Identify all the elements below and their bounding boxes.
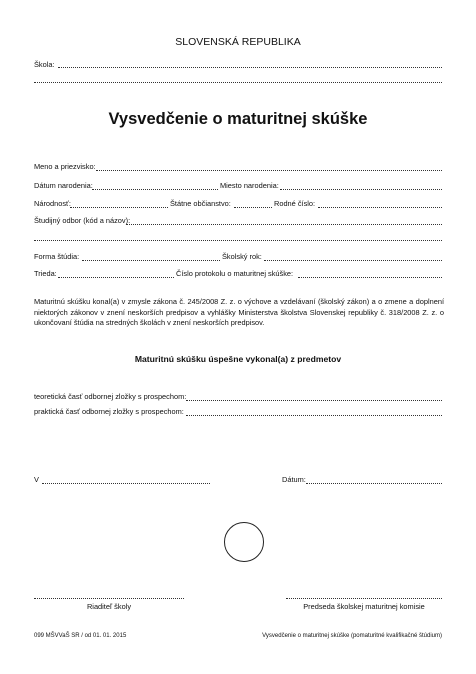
date-label: Dátum: <box>282 475 306 484</box>
class-field[interactable] <box>58 277 174 278</box>
theory-label: teoretická časť odbornej zložky s prospechom: <box>34 392 187 401</box>
practical-field[interactable] <box>186 415 442 416</box>
school-year-label: Školský rok: <box>222 252 262 261</box>
protocol-number-field[interactable] <box>298 277 442 278</box>
official-stamp <box>224 522 264 562</box>
document-title: Vysvedčenie o maturitnej skúške <box>108 110 368 128</box>
principal-signature-label: Riaditeľ školy <box>86 602 132 611</box>
class-label: Trieda: <box>34 269 57 278</box>
school-year-field[interactable] <box>264 260 442 261</box>
place-label: V <box>34 475 39 484</box>
subjects-heading: Maturitnú skúšku úspešne vykonal(a) z predmetov <box>134 354 342 364</box>
chairman-signature-line[interactable] <box>286 598 442 599</box>
form-description: Vysvedčenie o maturitnej skúške (pomaturitné kvalifikačné štúdium) <box>262 633 442 639</box>
study-form-field[interactable] <box>82 260 220 261</box>
school-field[interactable] <box>58 67 442 68</box>
school-label: Škola: <box>34 60 55 69</box>
date-field[interactable] <box>306 483 442 484</box>
birth-number-field[interactable] <box>318 207 442 208</box>
principal-signature-line[interactable] <box>34 598 184 599</box>
nationality-label: Národnosť: <box>34 199 71 208</box>
citizenship-field[interactable] <box>234 207 272 208</box>
name-field[interactable] <box>96 170 442 171</box>
country-header: SLOVENSKÁ REPUBLIKA <box>175 36 301 48</box>
birth-date-field[interactable] <box>92 189 218 190</box>
theory-field[interactable] <box>186 400 442 401</box>
school-field-line-2[interactable] <box>34 82 442 83</box>
birth-number-label: Rodné číslo: <box>274 199 316 208</box>
practical-label: praktická časť odbornej zložky s prospechom: <box>34 407 184 416</box>
study-field-line-2[interactable] <box>34 240 442 241</box>
study-field-field[interactable] <box>126 224 442 225</box>
name-label: Meno a priezvisko: <box>34 162 96 171</box>
form-code: 099 MŠVVaŠ SR / od 01. 01. 2015 <box>34 633 127 639</box>
birth-place-label: Miesto narodenia: <box>220 181 279 190</box>
place-field[interactable] <box>42 483 210 484</box>
birth-date-label: Dátum narodenia: <box>34 181 93 190</box>
chairman-signature-label: Predseda školskej maturitnej komisie <box>303 602 425 611</box>
legal-paragraph: Maturitnú skúšku konal(a) v zmysle zákona č. 245/2008 Z. z. o výchove a vzdelávaní (školský zákon) a o zmene a doplnení niektorých zákonov v znení neskorších predpisov a vyhlášky Ministerstva školstva Slovenskej republiky č. 318/2008 Z. z. o ukončovaní štúdia na stredných školách v znení neskorších predpisov. <box>34 297 444 327</box>
protocol-number-label: Číslo protokolu o maturitnej skúške: <box>176 269 294 278</box>
birth-place-field[interactable] <box>280 189 442 190</box>
study-field-label: Študijný odbor (kód a názov): <box>34 216 131 225</box>
nationality-field[interactable] <box>70 207 168 208</box>
citizenship-label: Štátne občianstvo: <box>170 199 231 208</box>
study-form-label: Forma štúdia: <box>34 252 80 261</box>
